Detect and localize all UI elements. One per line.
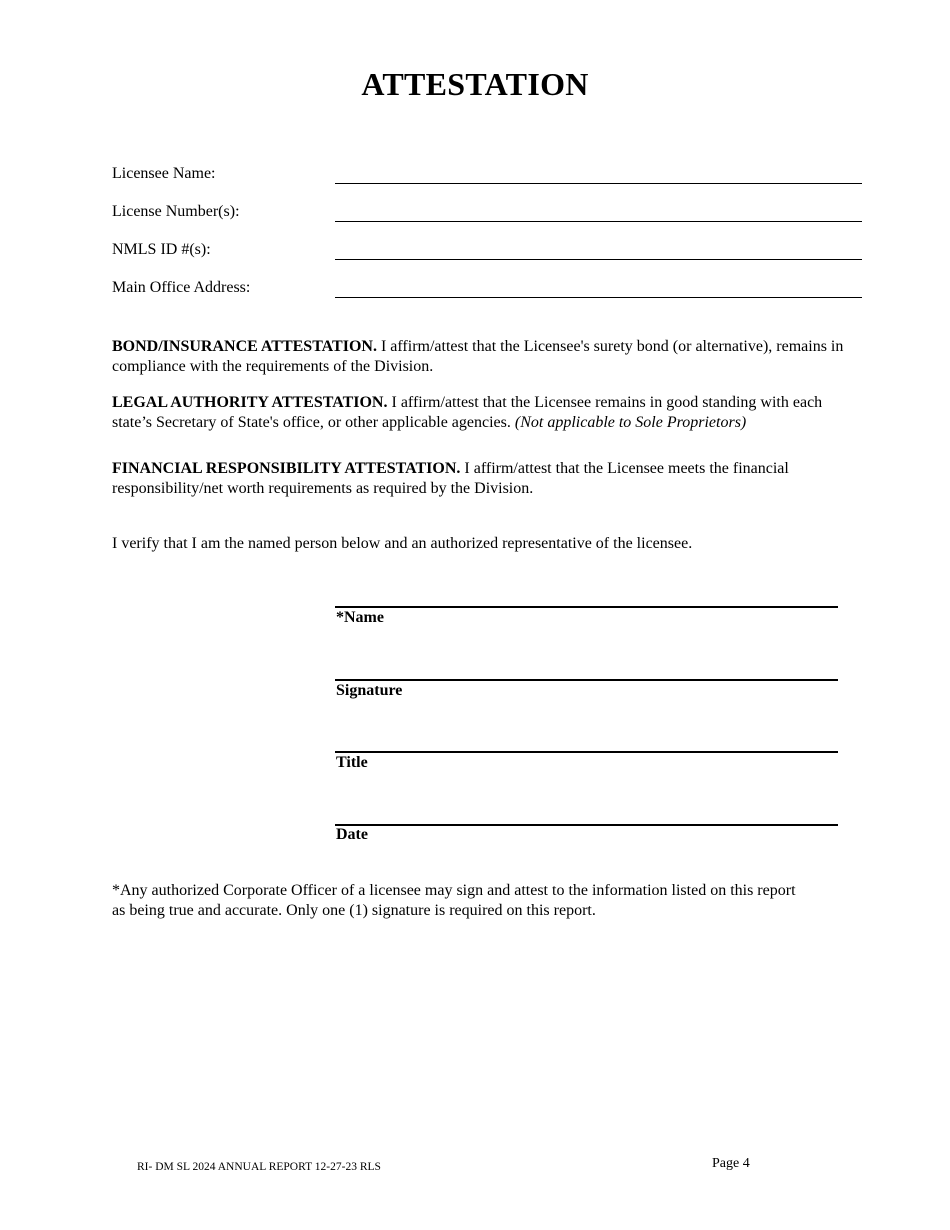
main-office-address-label: Main Office Address: <box>112 279 251 296</box>
financial-responsibility-attestation <box>112 459 812 498</box>
financial-attestation-text: I affirm/attest that the Licensee meets the financial responsibility/net worth requirements as required by the Division. <box>112 460 789 497</box>
legal-attestation-heading: LEGAL AUTHORITY ATTESTATION. <box>112 394 388 411</box>
legal-attestation-note: (Not applicable to Sole Proprietors) <box>514 413 747 431</box>
nmls-id-field[interactable] <box>335 259 862 260</box>
license-number-label: License Number(s): <box>112 203 240 220</box>
main-office-address-field[interactable] <box>335 297 862 298</box>
bond-insurance-attestation <box>112 337 852 376</box>
nmls-id-label: NMLS ID #(s): <box>112 241 211 258</box>
financial-attestation-heading: FINANCIAL RESPONSIBILITY ATTESTATION. <box>112 460 461 477</box>
bond-attestation-text: I affirm/attest that the Licensee's surety bond (or alternative), remains in compliance with the requirements of the Division. <box>112 338 844 375</box>
footnote: *Any authorized Corporate Officer of a licensee may sign and attest to the information listed on this report as being true and accurate. Only one (1) signature is required on this report. <box>112 882 796 919</box>
footer-document-id: RI- DM SL 2024 ANNUAL REPORT 12-27-23 RLS <box>137 1161 381 1173</box>
legal-attestation-text: I affirm/attest that the Licensee remains in good standing with each state’s Secretary of State's office, or other applicable agencies. <box>112 394 823 431</box>
legal-authority-attestation <box>112 393 857 432</box>
name-signature-line[interactable] <box>335 606 838 608</box>
signature-line[interactable] <box>335 679 838 681</box>
signature-label: Signature <box>336 682 403 699</box>
licensee-name-field[interactable] <box>335 183 862 184</box>
bond-attestation-heading: BOND/INSURANCE ATTESTATION. <box>112 338 377 355</box>
date-signature-line[interactable] <box>335 824 838 826</box>
title-label: Title <box>336 754 368 771</box>
license-number-field[interactable] <box>335 221 862 222</box>
name-label: *Name <box>336 609 384 626</box>
licensee-name-label: Licensee Name: <box>112 165 216 182</box>
page-number: Page 4 <box>712 1156 750 1171</box>
page-title: ATTESTATION <box>361 66 589 102</box>
verify-statement: I verify that I am the named person below and an authorized representative of the licensee. <box>112 535 693 552</box>
title-signature-line[interactable] <box>335 751 838 753</box>
date-label: Date <box>336 826 368 843</box>
